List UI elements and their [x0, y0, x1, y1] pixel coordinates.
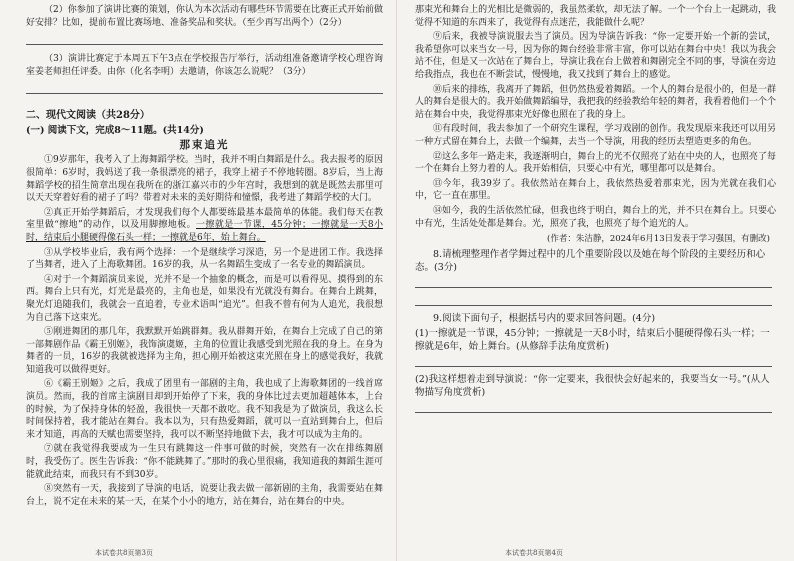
answer-line[interactable]: [415, 355, 772, 367]
paragraph-5: ⑤刚进舞团的那几年，我默默开始跳群舞。我从群舞开始，在舞台上完成了自己的第一部舞剧作品《霸王别姬》，我饰演虞姬，主角的位置让我感受到光照在我的身上。在身为舞者的一员，16岁的我就被选择为主角，担心刚开始被这束光照在身上的感觉我好，我就知道我可以做得更好。: [26, 327, 383, 375]
paragraph-6: ⑥《霸王别姬》之后，我成了团里有一部剧的主角，我也成了上海歌舞团的一线首席演员。然而，我的首席主演剧目却到开始停了下来，我的身体比过去更加超越体本，上台的时候，为了保持身体的轻盈，我很快一天都不敢吃。我不知我是为了做演员，我这么长时间保持着，我才能站在舞台。我本以为，只有热爱舞蹈，就可以一直站到舞台上，但后来才知道，再高的天赋也需要坚持，我可以不断坚持地做下去，我才可以成为主角的。: [26, 379, 383, 440]
question-3: （3）演讲比赛定于本周五下午3点在学校报告厅举行，活动组准备邀请学校心理咨询室姜老师担任评委。由你（化名李明）去邀请，你该怎么说呢？（3分）: [26, 54, 383, 77]
paragraph-13: ⑬今年，我39岁了。我依然站在舞台上，我依然热爱着那束光，因为光就在我们心中，它一直在那里。: [415, 178, 776, 202]
paragraph-10: ⑩后来的排练，我离开了舞蹈，但仍然热爱着舞蹈。一个人的舞台是很小的，但是一群人的舞台是很大的。我开始做舞蹈编导，我把我的经验教给年轻的舞者，我看着他们一个个站在舞台中央，我觉得那束光好像也照在了我的身上。: [415, 84, 776, 120]
paragraph-2: [26, 207, 383, 245]
answer-line[interactable]: [415, 401, 772, 413]
paragraph-9: ⑨后来，我被导演说服去当了演员。因为导演告诉我：“你一定要开始一个新的尝试，我希望你可以来当女一号，因为你的舞台经验非常丰富，你可以站在舞台中央！我以为我会站不住，但是又一次站在了舞台上，导演让我在台上做着和舞剧完全不同的事，导演在旁边给我指点，我也在不断尝试，慢慢地，我又找到了舞台上的感觉。: [415, 32, 776, 80]
right-page: [397, 0, 794, 561]
paragraph-2-text: ②真正开始学舞蹈后，才发现我们每个人都要练最基本最简单的体能。我们每天在教室里做“擦地”的动作，以及用脚擦地板。: [26, 207, 383, 231]
answer-line[interactable]: [415, 276, 772, 288]
section-title: 二、现代文阅读（共28分）: [26, 110, 150, 122]
paragraph-3: ③从学校毕业后，我有两个选择：一个是继续学习深造，另一个是进团工作。我选择了当舞者，进入了上海歌舞团。16岁的我，从一名舞蹈生变成了一名专业的舞蹈演员。: [26, 247, 383, 271]
answer-line[interactable]: [415, 294, 772, 306]
article-title: 那束追光: [179, 139, 230, 152]
article-source: (作者：朱洁静，2024年6月13日发表于学习强国，有删改): [547, 234, 770, 245]
paragraph-12: ⑫这么多年一路走来，我逐渐明白，舞台上的光不仅照亮了站在中央的人，也照亮了每一个在舞台上努力着的人。我开始相信，只要心中有光，哪里都可以是舞台。: [415, 151, 776, 175]
question-9-1: (1)一擦就是一节课，45分钟；一擦就是一天8小时，结束后小腿硬得像石头一样；一擦就是6年，始上舞台。(从修辞手法角度赏析): [415, 328, 770, 353]
answer-line[interactable]: [26, 31, 383, 45]
paragraph-1: ①9岁那年，我考入了上海舞蹈学校。当时，我并不明白舞蹈是什么。我去报考的原因很简单：6岁时，我妈送了我一条很漂亮的裙子，我穿上裙子不停地转圈。8岁后，当上海舞蹈学校的招生简章出现在我所在的浙江嘉兴市的少年宫时，我想到的就是既然去那里可以天天穿着好看的裙子了吗？带着对未来的美好期待和憧憬，我考进了舞蹈学校的大门。: [26, 155, 383, 204]
paragraph-14: ⑭如今，我的生活依然忙碌，但我也终于明白，舞台上的光，并不只在舞台上。只要心中有光，生活处处都是舞台。光，照亮了我，也照亮了每个追光的人。: [415, 205, 776, 229]
page-footer: 本试卷共8页第4页: [505, 549, 563, 557]
question-8: 8.请梳理整理作者学舞过程中的几个重要阶段以及她在每个阶段的主要经历和心态。(3分): [415, 249, 766, 274]
paragraph-11: ⑪有段时间，我去参加了一个研究生课程，学习戏剧的创作。我发现原来我还可以用另一种方式留在舞台上，去做一个编舞，去当一个导演，用我的经历去塑造更多的角色。: [415, 124, 776, 147]
sub-title: (一) 阅读下文，完成8～11题。(共14分): [26, 125, 204, 137]
question-9-2: (2)我这样想着走到导演说：“你一定要来，我很快会好起来的，我要当女一号。”(从人物描写角度赏析): [415, 374, 770, 399]
answer-line[interactable]: [26, 80, 383, 94]
question-9: 9.阅读下面句子，根据括号内的要求回答问题。(4分): [433, 313, 656, 325]
underlined-sentence: 一擦就是一节课，45分钟；一擦就是一天8小时，结束后小腿硬得像石头一样；: [26, 220, 383, 243]
paragraph-8-cont: 那束光和舞台上的光相比是微弱的，我虽然柔软，却无法了解。一个一个台上一起跳动，我觉得不知道的东西来了，我觉得有点迷茫，我能做什么呢？: [415, 5, 776, 28]
paragraph-8: ⑧突然有一天，我接到了导演的电话，说要让我去做一部新剧的主角，我需要站在舞台上，说不定在未来的某一天，在某个小小的地方，站在舞台，站在舞台的中央。: [26, 484, 383, 507]
page-footer: 本试卷共8页第3页: [95, 549, 153, 557]
question-2: （2）你参加了演讲比赛的策划，你认为本次活动有哪些环节需要在比赛正式开始前做好安排？比如，提前布置比赛场地、准备奖品和奖状。（至少再写出两个）（2分）: [26, 5, 383, 28]
paragraph-7: ⑦就在我觉得我要成为一生只有跳舞这一件事可做的时候，突然有一次在排练舞剧时，我受伤了。医生告诉我：“你不能跳舞了。”那时的我心里很痛，我知道我的舞蹈生涯可能就此结束，而我只有不到30岁。: [26, 444, 383, 480]
underlined-sentence-end: 一擦就是6年，始上舞台。: [161, 232, 266, 243]
paragraph-4: ④对于一个舞蹈演员来说，光并不是一个抽象的概念，而是可以看得见、摸得到的东西。舞台上只有光，灯光是最亮的，主角也是，如果没有光就没有舞台。在舞台上跳舞，聚光灯追随我们，我就会一直追着，专业术语叫“追光”。但我不曾有何为人追光，我很想为自己落下这束光。: [26, 274, 383, 323]
